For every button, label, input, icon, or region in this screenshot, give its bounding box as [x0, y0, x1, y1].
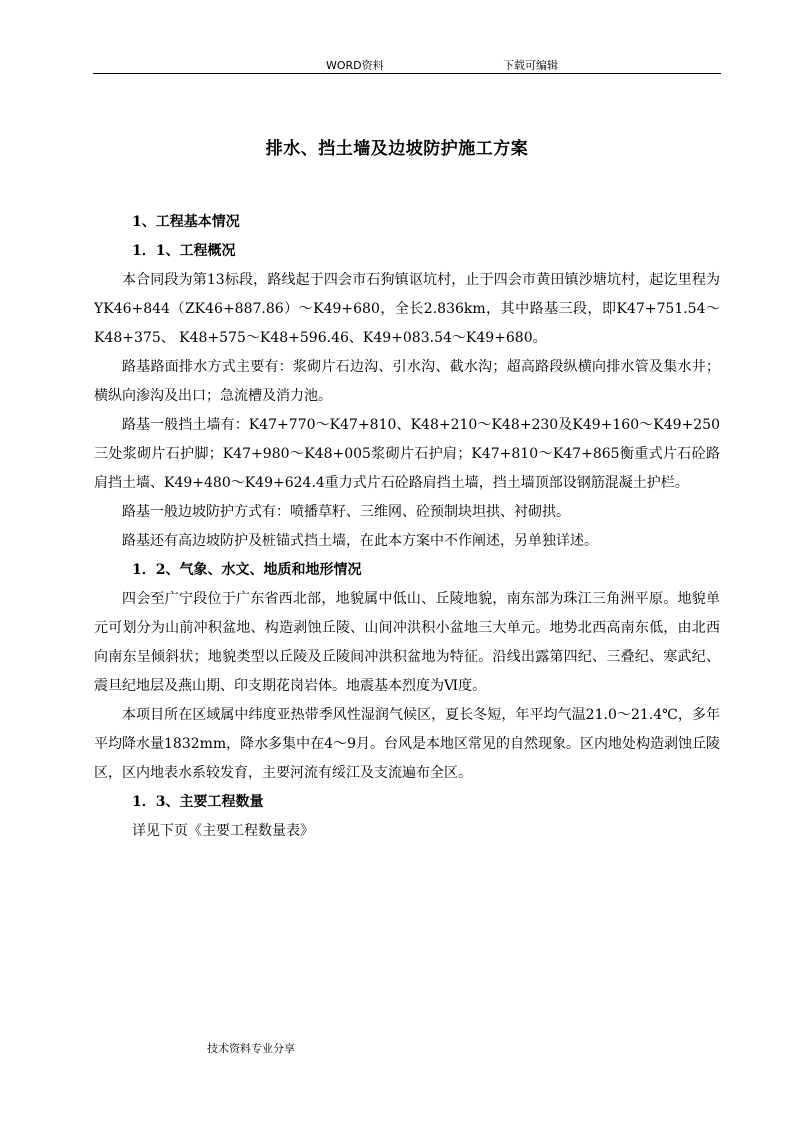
document-title: 排水、挡土墙及边坡防护施工方案	[265, 139, 529, 159]
paragraph-project-scope: 本合同段为第13标段，路线起于四会市石狗镇讴坑村，止于四会市黄田镇沙塘坑村，起讫里程为YK46+844（ZK46+887.86）～K49+680，全长2.836km，其中路基三段，即K47+751.54～K48+375、 K48+575～K48+596.46、K49+083.54～K49+680。	[94, 272, 720, 346]
page-header	[0, 55, 794, 75]
section-heading-1-2: 1．2、气象、水文、地质和地形情况	[132, 562, 362, 578]
header-divider	[93, 73, 721, 74]
paragraph-retaining-wall: 路基一般挡土墙有：K47+770～K47+810、K48+210～K48+230及K49+160～K49+250三处浆砌片石护脚；K47+980～K48+005浆砌片石护肩；K47+810～K47+865衡重式片石砼路肩挡土墙、K49+480～K49+624.4重力式片石砼路肩挡土墙，挡土墙顶部设钢筋混凝土护栏。	[94, 417, 720, 491]
paragraph-slope-protection: 路基一般边坡防护方式有：喷播草籽、三维网、砼预制块坦拱、衬砌拱。	[122, 504, 570, 520]
paragraph-quantity-ref: 详见下页《主要工程数量表》	[132, 823, 314, 839]
paragraph-drainage: 路基路面排水方式主要有：浆砌片石边沟、引水沟、截水沟；超高路段纵横向排水管及集水井；横纵向渗沟及出口；急流槽及消力池。	[94, 359, 720, 404]
section-heading-1: 1、工程基本情况	[132, 214, 240, 230]
header-left-text: WORD资料	[326, 59, 384, 72]
paragraph-climate: 本项目所在区域属中纬度亚热带季风性湿润气候区，夏长冬短，年平均气温21.0～21.4℃，多年平均降水量1832mm，降水多集中在4～9月。台风是本地区常见的自然现象。区内地处构造剥蚀丘陵区，区内地表水系较发育，主要河流有绥江及支流遍布全区。	[94, 707, 720, 781]
document-body	[94, 208, 720, 846]
paragraph-geography: 四会至广宁段位于广东省西北部，地貌属中低山、丘陵地貌，南东部为珠江三角洲平原。地貌单元可划分为山前冲积盆地、构造剥蚀丘陵、山间冲洪积小盆地三大单元。地势北西高南东低，由北西向南东呈倾斜状；地貌类型以丘陵及丘陵间冲洪积盆地为特征。沿线出露第四纪、三叠纪、寒武纪、震旦纪地层及燕山期、印支期花岗岩体。地震基本烈度为Ⅵ度。	[94, 591, 720, 694]
section-heading-1-1: 1．1、工程概况	[132, 243, 236, 259]
page-footer: 技术资料专业分享	[207, 1042, 295, 1055]
header-right-text: 下载可编辑	[503, 59, 558, 72]
section-heading-1-3: 1．3、主要工程数量	[132, 794, 264, 810]
paragraph-high-slope: 路基还有高边坡防护及桩锚式挡土墙，在此本方案中不作阐述，另单独详述。	[122, 533, 598, 549]
